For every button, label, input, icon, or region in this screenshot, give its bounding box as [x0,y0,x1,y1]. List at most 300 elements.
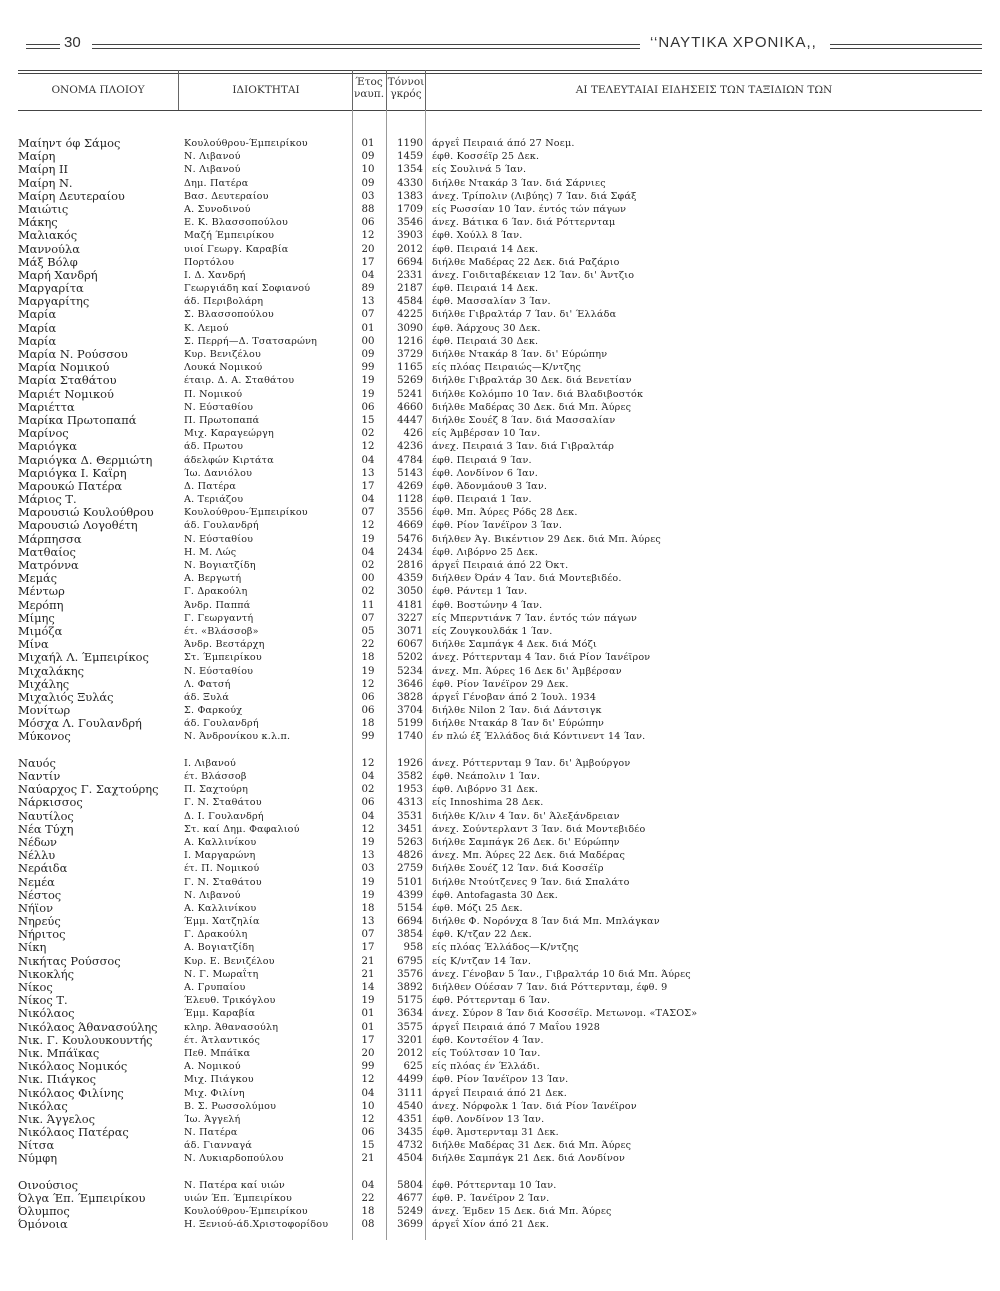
build-year: 17 [361,1034,375,1046]
ship-owner: Γ. Ν. Σταθάτου [184,797,262,809]
ship-owner: Κ. Λεμού [184,322,229,334]
ship-owner: Π. Πρωτοπαπά [184,414,260,426]
column-divider [178,70,179,110]
build-year: 09 [361,349,375,360]
build-year: 13 [361,296,375,308]
ship-owner: Σ. Βλασσοπούλου [184,309,274,321]
ship-owner: Γ. Δρακούλη [184,929,248,941]
ship-owner: Έμμ. Καραβία [184,1008,256,1020]
build-year: 18 [361,902,375,914]
table-row [0,361,1000,374]
voyage-news: άνεχ. Γένοβαν 5 Ίαν., Γιβραλτάρ 10 διά Μπ. Άύρες [432,968,691,980]
gross-tonnage: 3227 [397,612,423,624]
voyage-news: διήλθε Φ. Νορόνχα 8 Ίαν διά Μπ. Μπλάγκαν [432,916,660,928]
gross-tonnage: 3435 [397,1127,423,1139]
voyage-news: διήλθε Σουέζ 8 Ίαν. διά Μασσαλίαν [432,414,616,426]
gross-tonnage: 4447 [397,414,423,426]
voyage-news: έφθ. Ρόττερνταμ 10 Ίαν. [432,1179,557,1191]
gross-tonnage: 1953 [397,784,423,796]
voyage-news: διήλθε Γιβραλτάρ 30 Δεκ. διά Βενετίαν [432,375,632,387]
table-row [0,480,1000,493]
ship-name: Νικ. Πιάγκος [18,1073,97,1087]
table-row [0,401,1000,414]
voyage-news: άνεχ. Πειραιά 3 Ίαν. διά Γιβραλτάρ [432,441,615,453]
voyage-news: άνεχ. Γοιδιταβέκειαν 12 Ίαν. δι' Άντζιο [432,269,635,281]
table-row [0,994,1000,1007]
voyage-news: είς Innoshima 28 Δεκ. [432,797,544,809]
table-row [0,150,1000,163]
voyage-news: διήλθε Γιβραλτάρ 7 Ίαν. δι' Έλλάδα [432,309,617,321]
table-row [0,1192,1000,1205]
ship-owner: Πορτόλου [184,256,235,268]
build-year: 12 [361,678,375,690]
gross-tonnage: 3451 [397,823,423,835]
build-year: 10 [361,164,375,176]
ship-owner: Π. Νομικού [184,388,243,400]
voyage-news: άνεχ. Μπ. Άύρες 22 Δεκ. διά Μαδέρας [432,850,626,862]
table-row [0,177,1000,190]
gross-tonnage: 1926 [397,757,423,769]
ship-owner: Γ. Γεωργαντή [184,612,254,624]
gross-tonnage: 4584 [397,296,423,308]
gross-tonnage: 2759 [397,863,423,875]
table-row [0,902,1000,915]
voyage-news: έφθ. Άάρχους 30 Δεκ. [432,322,541,334]
gross-tonnage: 2331 [397,269,423,281]
voyage-news: άνεχ. Βάτικα 6 Ίαν. διά Ρόττερνταμ [432,217,616,229]
build-year: 04 [361,454,375,466]
gross-tonnage: 4540 [397,1100,423,1112]
table-row [0,427,1000,440]
gross-tonnage: 1740 [397,731,423,743]
table-row [0,968,1000,981]
ship-owner: άδ. Περιβολάρη [184,296,264,308]
table-row [0,374,1000,387]
voyage-news: έφθ. Antofagasta 30 Δεκ. [432,889,558,901]
ship-owner: Δ. Ι. Γουλανδρή [184,810,264,822]
gross-tonnage: 426 [403,428,423,440]
ship-name: Μαρία Ν. Ρούσσου [18,348,128,361]
ship-owner: Ίω. Άγγελή [184,1113,241,1125]
ship-owner: Κυρ. Βενιζέλου [184,349,262,360]
voyage-news: διήλθε Κ/λιν 4 Ίαν. δι' Άλεξάνδρειαν [432,810,620,822]
ship-name: Μαρίνος [18,427,69,441]
table-row [0,493,1000,506]
gross-tonnage: 1354 [397,164,423,176]
ship-name: Νικόλαος Άθανασούλης [18,1020,158,1034]
gross-tonnage: 5202 [397,652,423,664]
table-row [0,440,1000,453]
voyage-news: είς Κ/ντζαν 14 Ίαν. [432,955,532,967]
table-row [0,559,1000,572]
gross-tonnage: 3699 [397,1219,423,1231]
ship-name: Νάρκισσος [18,796,83,810]
ship-owner: κληρ. Άθανασούλη [184,1021,279,1033]
column-header-name: ΟΝΟΜΑ ΠΛΟΙΟΥ [51,84,145,96]
voyage-news: διήλθε Ντακάρ 8 Ίαν δι' Εύρώπην [432,718,605,730]
voyage-news: είς Άμβέρσαν 10 Ίαν. [432,428,541,440]
gross-tonnage: 3729 [397,349,423,360]
voyage-news: άργεΐ Γένοβαν άπό 2 Ίουλ. 1934 [432,691,597,703]
column-header-tonnage-line-2: γκρός [390,88,422,100]
table-row [0,928,1000,941]
header-rule-right [830,44,982,45]
ship-name: Όμόνοια [18,1218,68,1232]
ship-name: Μαρουκώ Πατέρα [18,479,123,493]
gross-tonnage: 4504 [397,1153,423,1165]
gross-tonnage: 1190 [397,138,423,149]
build-year: 12 [361,823,375,835]
voyage-news: διήλθε Ντακάρ 8 Ίαν. δι' Εύρώπην [432,349,608,360]
ship-owner: άδ. Γιανναγά [184,1140,253,1152]
build-year: 09 [361,151,375,163]
gross-tonnage: 2816 [397,560,423,571]
build-year: 09 [361,177,375,189]
voyage-news: διήλθεν Ούέσαν 7 Ίαν. διά Ρόττερνταμ, έφθ. 9 [432,982,668,993]
voyage-news: διήλθε Μαδέρας 31 Δεκ. διά Μπ. Άύρες [432,1140,632,1152]
build-year: 17 [361,480,375,492]
ship-owner: Α. Νομικού [184,1061,241,1073]
voyage-news: διήλθε Κολόμπο 10 Ίαν. διά Βλαδιβοστόκ [432,388,644,400]
build-year: 18 [361,652,375,664]
ship-owner: Μιχ. Πιάγκου [184,1074,254,1086]
build-year: 06 [361,1127,375,1139]
gross-tonnage: 3090 [397,322,423,334]
table-row [0,810,1000,823]
ship-name: Ναντίν [18,770,61,783]
table-row [0,1073,1000,1086]
voyage-news: είς Μπερντιάνκ 7 Ίαν. έντός τών πάγων [432,612,637,624]
build-year: 04 [361,1179,375,1191]
ship-owner: Ίω. Δανιόλου [184,467,253,479]
ship-owner: άδ. Γουλανδρή [184,718,259,730]
ship-owner: Άνδρ. Βεστάρχη [184,639,265,651]
table-row [0,414,1000,427]
build-year: 22 [361,1193,375,1204]
gross-tonnage: 5476 [397,533,423,545]
ship-owner: Ν. Εύσταθίου [184,401,254,413]
ship-name: Μαριόγκα Ι. Καΐρη [18,466,127,480]
build-year: 04 [361,1087,375,1099]
build-year: 02 [361,784,375,796]
table-row [0,823,1000,836]
ship-owner: Μαζή Έμπειρίκου [184,230,275,242]
gross-tonnage: 4399 [397,889,423,901]
ship-name: Μαίρη ΙΙ [18,163,68,177]
gross-tonnage: 3903 [397,230,423,242]
table-top-rule [18,70,982,71]
table-row [0,876,1000,889]
build-year: 12 [361,1113,375,1125]
voyage-news: έφθ. Μόζι 25 Δεκ. [432,902,523,914]
table-row [0,638,1000,651]
gross-tonnage: 625 [403,1061,423,1073]
ship-owner: Ν. Εύσταθίου [184,533,254,545]
voyage-news: είς Τούλτσαν 10 Ίαν. [432,1047,541,1059]
voyage-news: άνεχ. Σούντερλαντ 3 Ίαν. διά Μοντεβιδέο [432,823,646,835]
ship-owner: Α. Τεριάζου [184,494,244,506]
ship-owner: άδ. Πρωτου [184,441,244,453]
ship-name: Μαλιακός [18,229,78,243]
voyage-news: διήλθε Μαδέρας 22 Δεκ. διά Ραζάριο [432,256,620,268]
build-year: 15 [361,414,375,426]
build-year: 11 [361,599,375,611]
table-row [0,915,1000,928]
build-year: 19 [361,375,375,387]
voyage-news: άργεΐ Χίον άπό 21 Δεκ. [432,1219,550,1231]
table-row [0,612,1000,625]
build-year: 20 [361,243,375,255]
table-row [0,1126,1000,1139]
voyage-news: έφθ. Κοσσέϊρ 25 Δεκ. [432,151,540,163]
ship-name: Μαρία [18,321,57,335]
build-year: 06 [361,401,375,413]
ship-name: Μερόπη [18,598,64,612]
voyage-news: διήλθε Σαμπάγκ 26 Δεκ. δι' Εύρώπην [432,836,620,848]
ship-name: Μαίηντ όφ Σάμος [18,137,121,150]
ship-owner: Άνδρ. Παππά [184,599,251,611]
table-row [0,1021,1000,1034]
build-year: 07 [361,507,375,519]
ship-table [0,137,1000,1232]
build-year: 02 [361,586,375,598]
build-year: 99 [361,1061,375,1073]
ship-name: Νέδων [18,835,57,849]
ship-name: Μίμης [18,611,55,625]
voyage-news: είς πλόας έν Έλλάδι. [432,1061,540,1073]
gross-tonnage: 5101 [397,876,423,888]
ship-name: Μαργαρίτα [18,282,84,296]
ship-name: Όλυμπος [18,1205,70,1219]
gross-tonnage: 1216 [397,335,423,347]
ship-owner: Σ. Φαρκούχ [184,705,243,717]
voyage-news: έφθ. Άδονμάουθ 3 Ίαν. [432,480,548,492]
gross-tonnage: 4784 [397,454,423,466]
gross-tonnage: 3546 [397,217,423,229]
build-year: 17 [361,256,375,268]
gross-tonnage: 6694 [397,256,423,268]
ship-owner: Πεθ. Μπάϊκα [184,1047,251,1059]
build-year: 01 [361,138,375,149]
gross-tonnage: 4181 [397,599,423,611]
ship-name: Νίκη [18,941,47,955]
ship-name: Μαιώτις [18,202,69,216]
gross-tonnage: 4826 [397,850,423,862]
table-row [0,467,1000,480]
table-row [0,849,1000,862]
voyage-news: έφθ. Μασσαλίαν 3 Ίαν. [432,296,551,308]
header-rule-middle [92,44,640,45]
ship-name: Ναυός [18,756,56,770]
ship-name: Νικόλαος [18,1007,75,1021]
build-year: 88 [361,203,375,215]
gross-tonnage: 1383 [397,190,423,202]
table-row [0,1179,1000,1192]
build-year: 04 [361,810,375,822]
table-row [0,717,1000,730]
voyage-news: έφθ. Κοντσέϊον 4 Ίαν. [432,1034,544,1046]
table-row [0,229,1000,242]
table-row [0,1205,1000,1218]
ship-name: Οινούσιος [18,1178,78,1192]
ship-owner: Κουλούθρου-Έμπειρίκου [184,1206,308,1218]
voyage-news: έφθ. Χούλλ 8 Ίαν. [432,230,523,242]
gross-tonnage: 5249 [397,1206,423,1218]
gross-tonnage: 4359 [397,573,423,585]
gross-tonnage: 3071 [397,625,423,637]
voyage-news: άργεΐ Πειραιά άπό 27 Νοεμ. [432,138,575,149]
build-year: 19 [361,889,375,901]
gross-tonnage: 6067 [397,639,423,651]
build-year: 89 [361,283,375,295]
ship-owner: Β. Σ. Ρωσσολύμου [184,1100,277,1112]
ship-owner: Ι. Δ. Χανδρή [184,269,246,281]
ship-owner: Ν. Λυκιαρδοπούλου [184,1153,284,1165]
table-row [0,1034,1000,1047]
table-row [0,783,1000,796]
build-year: 05 [361,625,375,637]
ship-name: Μόσχα Λ. Γουλανδρή [18,717,142,731]
ship-owner: έταιρ. Δ. Α. Σταθάτου [184,375,295,387]
gross-tonnage: 4669 [397,520,423,532]
table-row [0,1152,1000,1165]
gross-tonnage: 958 [403,942,423,954]
ship-name: Νίκος [18,981,53,994]
voyage-news: έφθ. Πειραιά 30 Δεκ. [432,335,539,347]
voyage-news: διήλθε Μαδέρας 30 Δεκ. διά Μπ. Άύρες [432,401,632,413]
table-row [0,704,1000,717]
ship-owner: Ν. Γ. Μωραΐτη [184,968,259,980]
voyage-news: διήλθεν Όράν 4 Ίαν. διά Μοντεβιδέο. [432,573,622,585]
gross-tonnage: 5269 [397,375,423,387]
build-year: 12 [361,1074,375,1086]
build-year: 22 [361,639,375,651]
ship-name: Νεράιδα [18,862,68,876]
ship-name: Ναυτίλος [18,809,74,823]
build-year: 07 [361,929,375,941]
ship-owner: Α. Συνοδινού [184,203,251,215]
voyage-news: έφθ. Άμστερνταμ 31 Δεκ. [432,1127,559,1139]
voyage-news: έφθ. Ρίον Ίανέϊρον 13 Ίαν. [432,1074,569,1086]
page-header [0,0,1000,70]
ship-owner: Σ. Περρή—Δ. Τσατσαρώνη [184,335,318,347]
table-row [0,1218,1000,1231]
ship-owner: Π. Σαχτούρη [184,784,249,796]
voyage-news: είς πλόας Πειραιώς—Κ/ντζης [432,362,582,374]
build-year: 06 [361,705,375,717]
table-row [0,282,1000,295]
build-year: 19 [361,665,375,677]
ship-name: Νήϊον [18,901,54,915]
table-row [0,651,1000,664]
ship-owner: Λ. Φατσή [184,678,231,690]
build-year: 06 [361,691,375,703]
build-year: 99 [361,731,375,743]
voyage-news: είς Ζουγκουλδάκ 1 Ίαν. [432,625,553,637]
build-year: 12 [361,520,375,532]
ship-name: Νικοκλής [18,967,74,981]
table-row [0,757,1000,770]
voyage-news: άνεχ. Μπ. Άύρες 16 Δεκ δι' Άμβέρσαν [432,665,622,677]
voyage-news: διήλθε Σαμπάγκ 21 Δεκ. διά Λονδίνον [432,1153,626,1165]
build-year: 07 [361,309,375,321]
gross-tonnage: 4677 [397,1193,423,1204]
ship-name: Μαίρη [18,150,56,164]
gross-tonnage: 5234 [397,665,423,677]
ship-name: Νέστος [18,888,62,902]
column-header-news: ΑΙ ΤΕΛΕΥΤΑΙΑΙ ΕΙΔΗΣΕΙΣ ΤΩΝ ΤΑΞΙΔΙΩΝ ΤΩΝ [575,84,833,96]
table-row [0,572,1000,585]
table-row [0,730,1000,743]
ship-name: Όλγα Έπ. Έμπειρίκου [18,1192,146,1205]
table-row [0,836,1000,849]
build-year: 03 [361,863,375,875]
voyage-news: άργεΐ Πειραιά άπό 21 Δεκ. [432,1087,567,1099]
ship-name: Ματρόννα [18,559,79,572]
voyage-news: έφθ. Μπ. Άύρες Ρόδς 28 Δεκ. [432,507,578,519]
voyage-news: έφθ. Ρίον Ίανέϊρον 3 Ίαν. [432,520,563,532]
ship-owner: Δημ. Πατέρα [184,177,249,189]
build-year: 12 [361,441,375,453]
ship-name: Νικόλας [18,1099,68,1113]
build-year: 21 [361,955,375,967]
table-row [0,941,1000,954]
build-year: 13 [361,467,375,479]
gross-tonnage: 3892 [397,982,423,993]
ship-name: Μίνα [18,638,49,652]
gross-tonnage: 1459 [397,151,423,163]
gross-tonnage: 5143 [397,467,423,479]
gross-tonnage: 5175 [397,995,423,1007]
ship-owner: Κουλούθρου-Έμπειρίκου [184,138,308,149]
ship-owner: έτ. Βλάσσοβ [184,771,247,782]
ship-owner: Κυρ. Ε. Βενιζέλου [184,955,275,967]
column-header-year [352,76,386,100]
voyage-news: διήλθε Ντακάρ 3 Ίαν. διά Σάρνιες [432,177,606,189]
ship-name: Μαριόγκα [18,440,77,454]
table-row [0,889,1000,902]
voyage-news: έφθ. Πειραιά 9 Ίαν. [432,454,532,466]
table-row [0,335,1000,348]
gross-tonnage: 5263 [397,836,423,848]
gross-tonnage: 6795 [397,955,423,967]
page-number: 30 [64,34,81,51]
table-row [0,1087,1000,1100]
gross-tonnage: 3050 [397,586,423,598]
table-row [0,190,1000,203]
build-year: 18 [361,718,375,730]
table-row [0,691,1000,704]
table-row [0,269,1000,282]
build-year: 04 [361,771,375,782]
voyage-news: έφθ. Λιβόρνο 25 Δεκ. [432,546,539,558]
table-row [0,322,1000,335]
gross-tonnage: 2012 [397,243,423,255]
voyage-news: έφθ. Πειραιά 14 Δεκ. [432,243,539,255]
ship-owner: Στ. Έμπειρίκου [184,652,262,664]
table-row [0,1139,1000,1152]
ship-name: Μαριέτ Νομικού [18,387,114,401]
build-year: 07 [361,612,375,624]
build-year: 04 [361,269,375,281]
ship-owner: Λουκά Νομικού [184,362,263,374]
ship-owner: Α. Γρυπαίου [184,982,246,993]
ship-owner: Ε. Κ. Βλασσοπούλου [184,217,289,229]
table-row [0,163,1000,176]
table-header-bottom-rule [18,110,982,111]
voyage-news: διήλθε Nilon 2 Ίαν. διά Δάντσιγκ [432,705,602,717]
ship-name: Μαρία Νομικού [18,361,110,375]
